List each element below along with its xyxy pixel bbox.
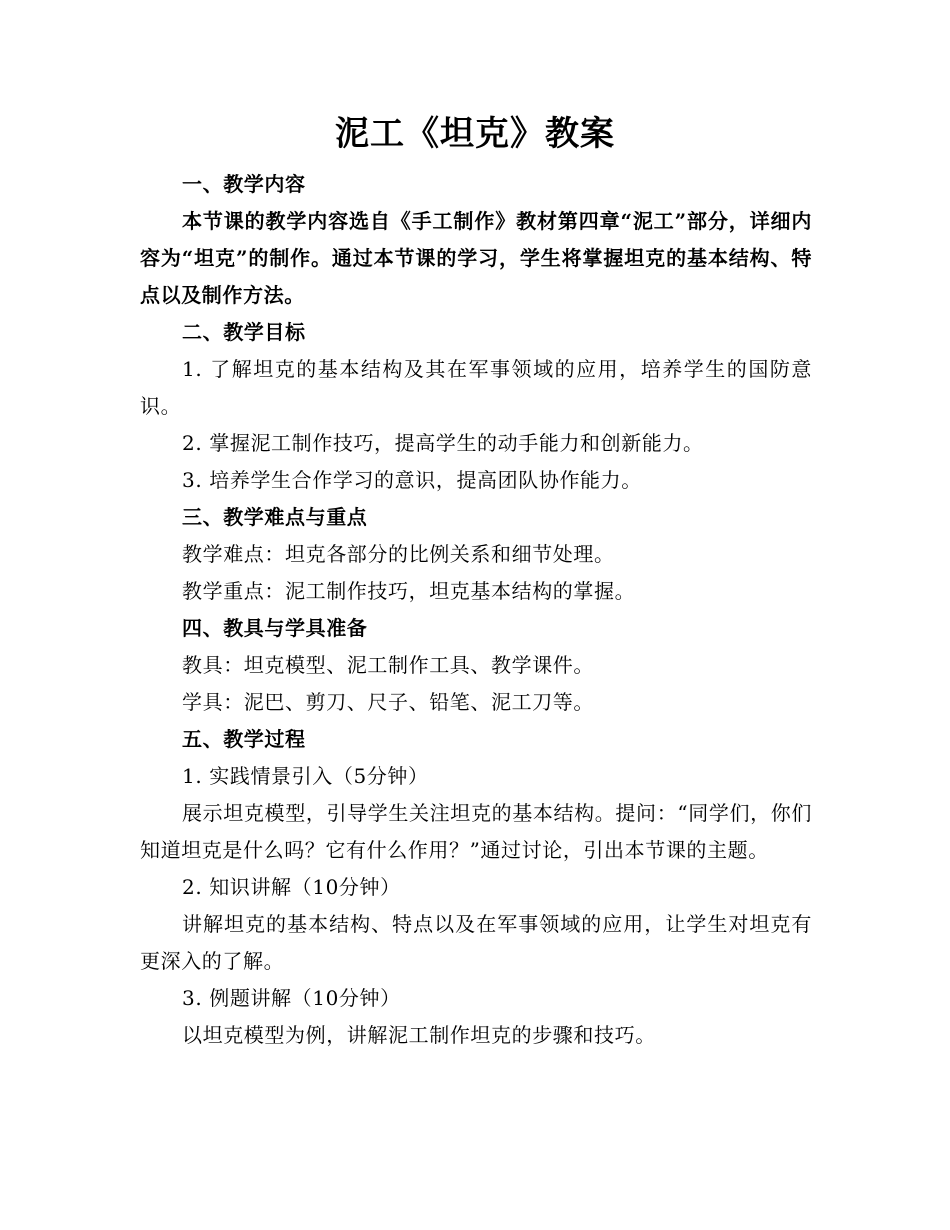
section-heading-difficulties: 三、教学难点与重点	[182, 505, 368, 529]
process-step-1-heading: 1. 实践情景引入（5分钟）	[182, 764, 429, 788]
paragraph-teaching-content: 本节课的教学内容选自《手工制作》教材第四章“泥工”部分，详细内容为“坦克”的制作。通过本节课的学习，学生将掌握坦克的基本结构、特点以及制作方法。	[140, 209, 812, 307]
paragraph-student-tools: 学具：泥巴、剪刀、尺子、铅笔、泥工刀等。	[182, 690, 594, 714]
goal-item-2: 2. 掌握泥工制作技巧，提高学生的动手能力和创新能力。	[182, 431, 704, 455]
section-heading-materials: 四、教具与学具准备	[182, 616, 368, 640]
paragraph-teacher-tools: 教具：坦克模型、泥工制作工具、教学课件。	[182, 653, 594, 677]
paragraph-difficulty: 教学难点：坦克各部分的比例关系和细节处理。	[182, 542, 615, 566]
process-step-2-paragraph: 讲解坦克的基本结构、特点以及在军事领域的应用，让学生对坦克有更深入的了解。	[140, 912, 812, 973]
process-step-1-paragraph: 展示坦克模型，引导学生关注坦克的基本结构。提问：“同学们，你们知道坦克是什么吗？它有什么作用？”通过讨论，引出本节课的主题。	[140, 801, 812, 862]
process-step-2-heading: 2. 知识讲解（10分钟）	[182, 875, 401, 899]
document-title: 泥工《坦克》教案	[335, 114, 615, 154]
paragraph-key-point: 教学重点：泥工制作技巧，坦克基本结构的掌握。	[182, 579, 636, 603]
process-step-3-paragraph: 以坦克模型为例，讲解泥工制作坦克的步骤和技巧。	[182, 1023, 656, 1047]
goal-item-3: 3. 培养学生合作学习的意识，提高团队协作能力。	[182, 468, 642, 492]
section-heading-teaching-goals: 二、教学目标	[182, 320, 306, 344]
section-heading-teaching-content: 一、教学内容	[182, 172, 306, 196]
goal-item-1: 1. 了解坦克的基本结构及其在军事领域的应用，培养学生的国防意识。	[140, 357, 812, 418]
process-step-3-heading: 3. 例题讲解（10分钟）	[182, 986, 401, 1010]
section-heading-process: 五、教学过程	[182, 727, 306, 751]
document-body	[140, 166, 812, 1054]
